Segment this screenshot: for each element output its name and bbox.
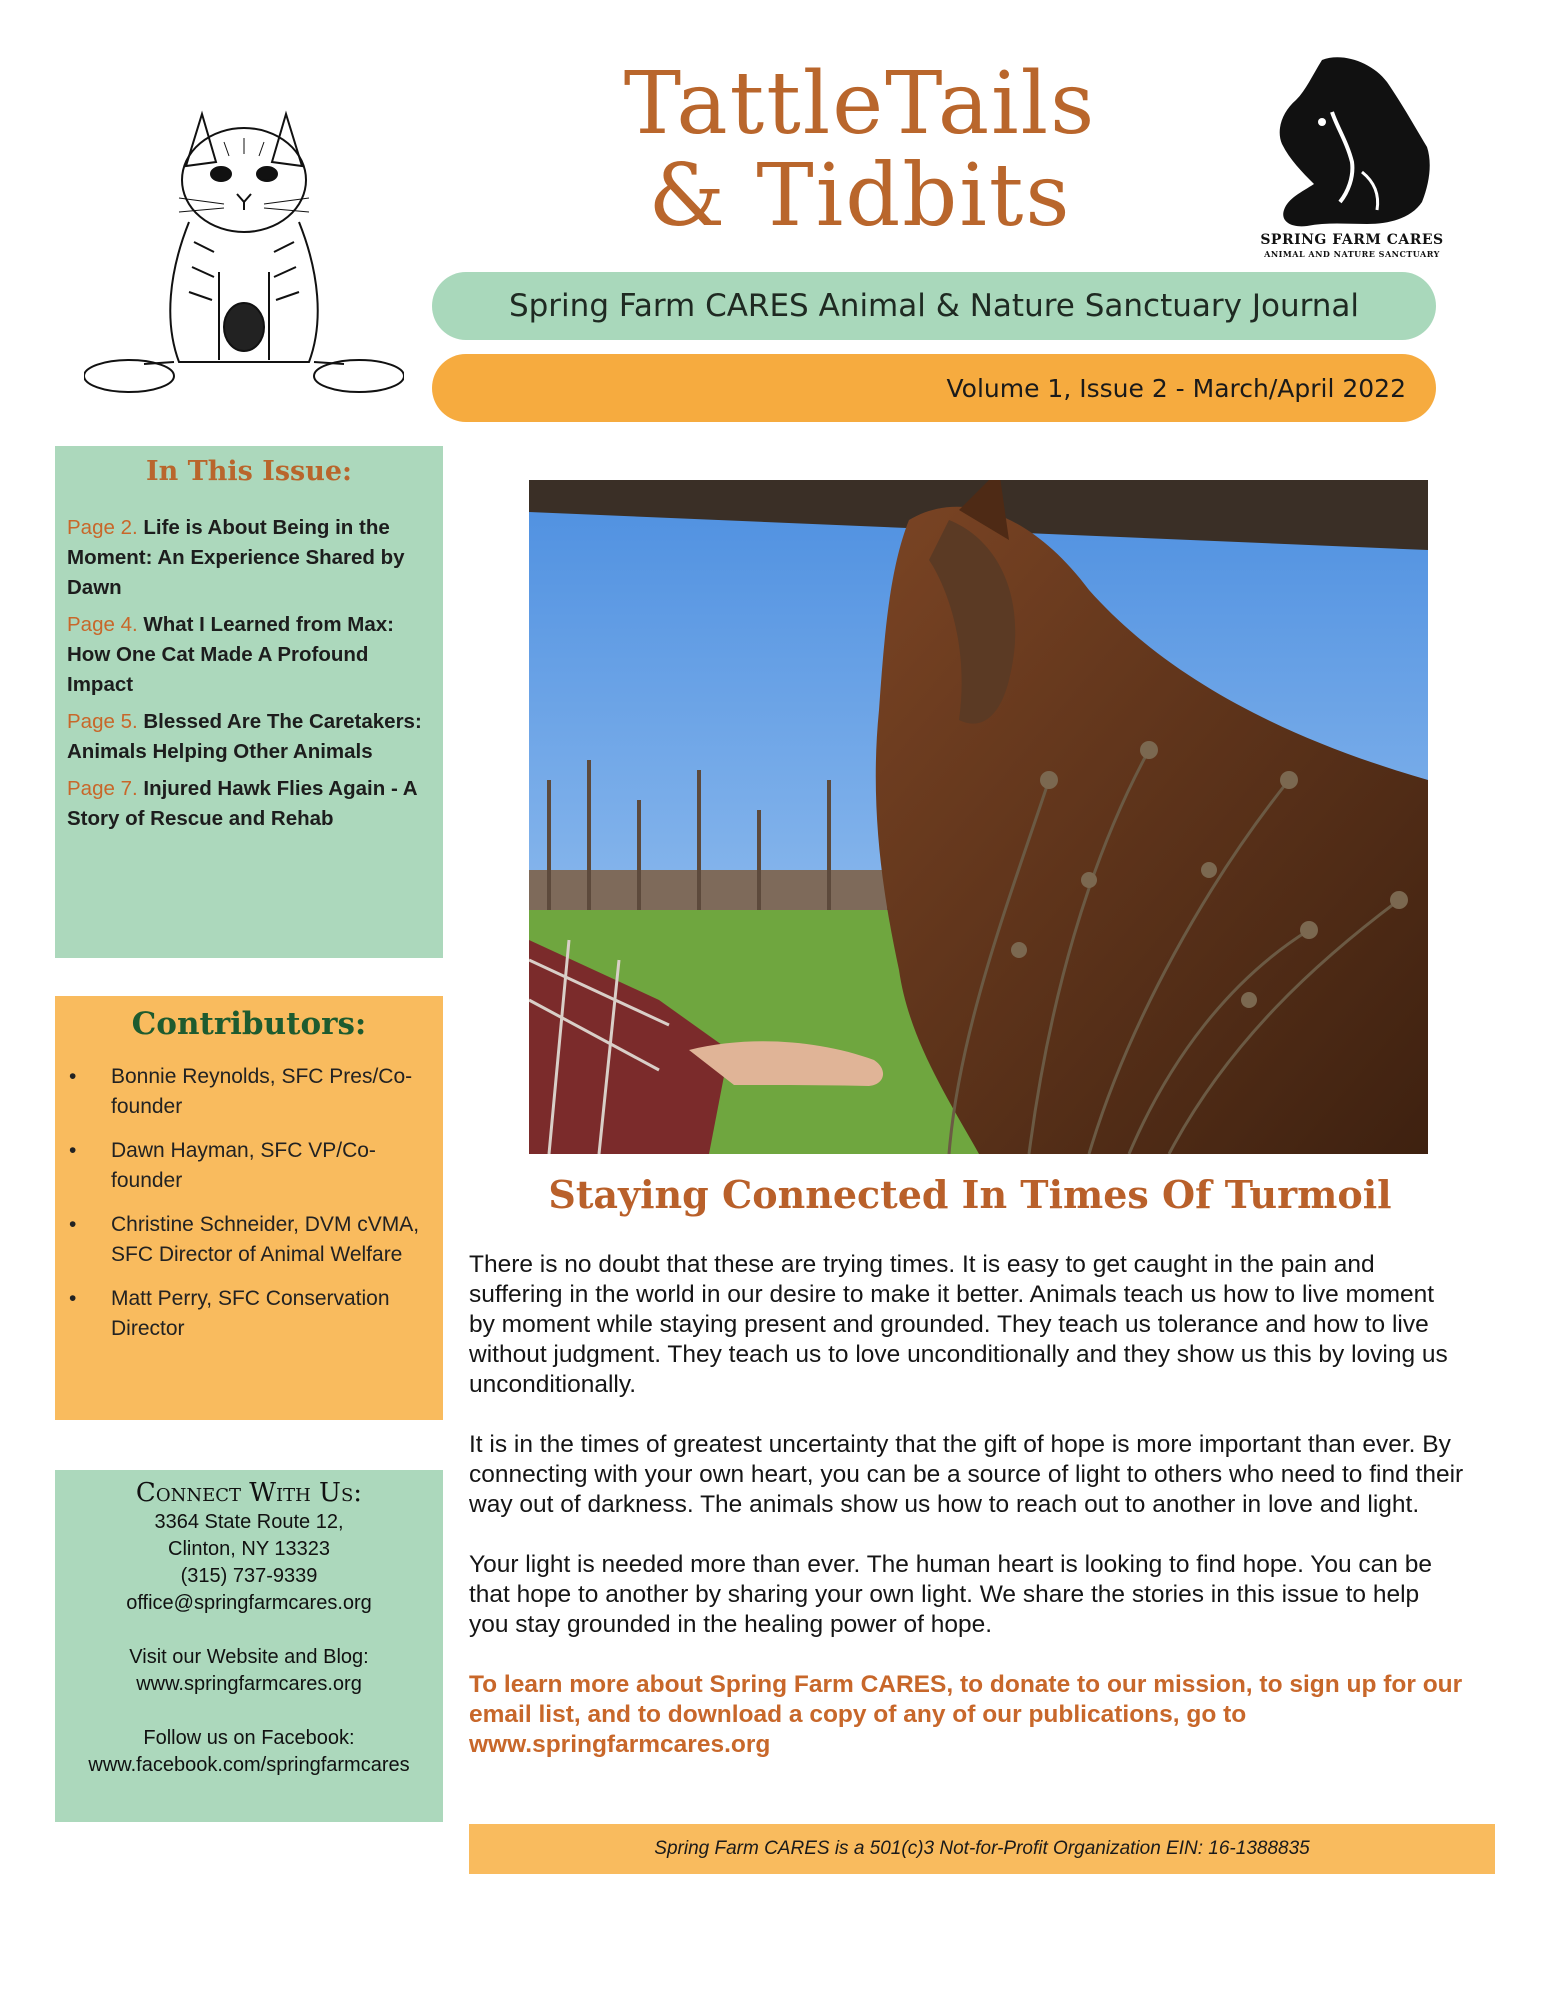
contributor-text: Bonnie Reynolds, SFC Pres/Co-founder [111, 1065, 413, 1118]
toc-page-ref: Page 4. [67, 613, 138, 636]
title-line-1: TattleTails [623, 54, 1097, 154]
bullet-icon: • [69, 1139, 77, 1162]
footer-text: Spring Farm CARES is a 501(c)3 Not-for-Profit Organization EIN: 16-1388835 [654, 1838, 1310, 1859]
logo-name: SPRING FARM CARES [1260, 232, 1444, 248]
toc-item [67, 774, 431, 834]
toc-item [67, 513, 431, 603]
contributor-text: Christine Schneider, DVM cVMA, SFC Director of Animal Welfare [111, 1213, 420, 1266]
facebook-link[interactable]: www.facebook.com/springfarmcares [88, 1754, 410, 1776]
address-line-1: 3364 State Route 12, [154, 1511, 344, 1533]
in-this-issue-box [55, 446, 443, 958]
contributor-item [67, 1062, 431, 1122]
cat-illustration [84, 92, 404, 402]
phone: (315) 737-9339 [180, 1565, 318, 1587]
horse-photo [529, 480, 1428, 1154]
toc-item-text: What I Learned from Max: How One Cat Made A Profound Impact [67, 613, 394, 696]
toc-item [67, 707, 431, 767]
toc-item-text: Injured Hawk Flies Again - A Story of Rescue and Rehab [67, 777, 417, 830]
article-title: Staying Connected In Times Of Turmoil [548, 1172, 1392, 1217]
contributors-box [55, 996, 443, 1420]
title-line-2: & Tidbits [648, 146, 1072, 246]
toc-page-ref: Page 2. [67, 516, 138, 539]
issue-label: Volume 1, Issue 2 - March/April 2022 [946, 373, 1406, 403]
contributor-item [67, 1284, 431, 1344]
journal-name-banner [432, 272, 1436, 340]
website-label: Visit our Website and Blog: [129, 1646, 369, 1668]
newsletter-title [560, 54, 1160, 248]
connect-heading: Connect With Us: [135, 1478, 363, 1508]
contributor-text: Matt Perry, SFC Conservation Director [111, 1287, 390, 1340]
toc-item [67, 610, 431, 700]
address-line-2: Clinton, NY 13323 [168, 1538, 330, 1560]
email-link[interactable]: office@springfarmcares.org [126, 1592, 372, 1614]
article-body [469, 1250, 1464, 1790]
issue-banner [432, 354, 1436, 422]
journal-name: Spring Farm CARES Animal & Nature Sanctuary Journal [508, 288, 1360, 324]
contributors-heading: Contributors: [131, 1006, 367, 1042]
bullet-icon: • [69, 1213, 77, 1236]
toc-item-text: Life is About Being in the Moment: An Experience Shared by Dawn [67, 516, 405, 599]
footer-bar [469, 1824, 1495, 1874]
contributor-text: Dawn Hayman, SFC VP/Co-founder [111, 1139, 376, 1192]
article-paragraph: There is no doubt that these are trying times. It is easy to get caught in the pain and suffering in the world in our desire to make it better. Animals teach us how to live moment by moment while staying present and grounded. They teach us tolerance and how to live without judgment. They teach us to love unconditionally and they show us this by loving us unconditionally. [469, 1251, 1448, 1398]
facebook-label: Follow us on Facebook: [143, 1727, 355, 1749]
connect-box [55, 1470, 443, 1822]
contributor-item [67, 1136, 431, 1196]
article-paragraph: Your light is needed more than ever. The human heart is looking to find hope. You can be that hope to another by sharing your own light. We share the stories in this issue to help you stay grounded in the healing power of hope. [469, 1551, 1432, 1638]
call-to-action[interactable]: To learn more about Spring Farm CARES, to donate to our mission, to sign up for our email list, and to download a copy of any of our publications, go to www.springfarmcares.org [469, 1671, 1463, 1758]
spring-farm-cares-logo [1262, 52, 1442, 257]
article-paragraph: It is in the times of greatest uncertainty that the gift of hope is more important than ever. By connecting with your own heart, you can be a source of light to others who need to find their way out of darkness. The animals show us how to reach out to another in love and light. [469, 1431, 1464, 1518]
toc-page-ref: Page 5. [67, 710, 138, 733]
toc-item-text: Blessed Are The Caretakers: Animals Helping Other Animals [67, 710, 422, 763]
contributor-item [67, 1210, 431, 1270]
logo-tagline: ANIMAL AND NATURE SANCTUARY [1264, 249, 1440, 259]
toc-page-ref: Page 7. [67, 777, 138, 800]
toc-heading: In This Issue: [145, 456, 353, 487]
bullet-icon: • [69, 1065, 77, 1088]
bullet-icon: • [69, 1287, 77, 1310]
website-link[interactable]: www.springfarmcares.org [136, 1673, 362, 1695]
